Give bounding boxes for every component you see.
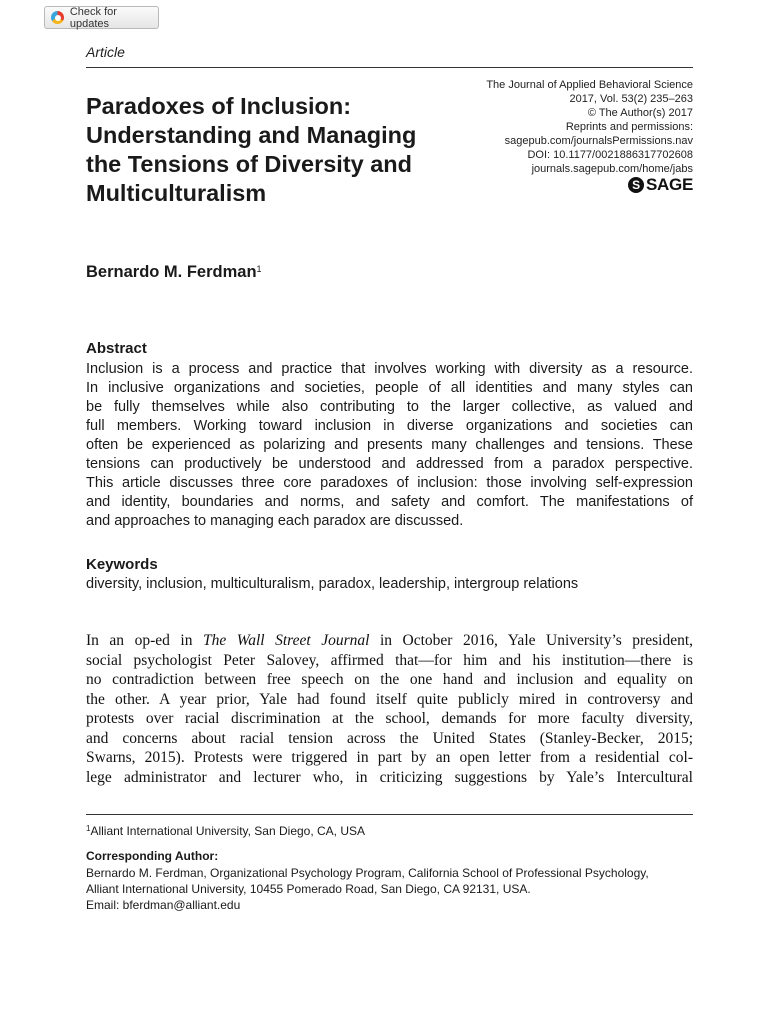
body-text-segment: In an op-ed in — [86, 632, 203, 649]
journal-volume: 2017, Vol. 53(2) 235–263 — [569, 93, 693, 105]
article-title — [86, 92, 486, 208]
abstract-line: and identity, boundaries and norms, and safety and comfort. The manifestations of — [86, 494, 693, 510]
title-line: Paradoxes of Inclusion: — [86, 93, 352, 119]
body-line: the other. A year prior, Yale had found itself quite publicly mired in controversy and — [86, 690, 693, 708]
journal-name: The Journal of Applied Behavioral Science — [486, 79, 693, 91]
abstract-line: This article discusses three core paradoxes of inclusion: those involving self-expression — [86, 475, 693, 491]
footnote-mark: 1 — [86, 824, 91, 833]
corresponding-line: Alliant International University, 10455 Pomerado Road, San Diego, CA 92131, USA. — [86, 882, 531, 896]
body-line: social psychologist Peter Salovey, affirmed that—for him and his institution—there is — [86, 651, 693, 669]
abstract-line: often be experienced as polarizing and presents many challenges and tensions. These — [86, 437, 693, 453]
article-type: Article — [86, 44, 125, 60]
author-name — [86, 263, 262, 282]
body-line: and concerns about racial tension across the United States (Stanley-Becker, 2015; — [86, 729, 693, 747]
body-line — [86, 631, 693, 651]
sage-wordmark: SAGE — [646, 175, 693, 194]
sage-logo — [628, 176, 693, 194]
author-name-text: Bernardo M. Ferdman — [86, 263, 257, 281]
keywords-list: diversity, inclusion, multiculturalism, paradox, leadership, intergroup relations — [86, 576, 579, 592]
title-line: the Tensions of Diversity and — [86, 151, 413, 177]
body-paragraph — [86, 631, 693, 787]
title-line: Multiculturalism — [86, 180, 267, 206]
body-line: lege administrator and lecturer who, in criticizing suggestions by Yale’s Intercultural — [86, 768, 693, 786]
abstract-line: full members. Working toward inclusion in diverse organizations and societies can — [86, 418, 693, 434]
abstract-line: and approaches to managing each paradox are discussed. — [86, 513, 464, 529]
affiliation-footnote — [86, 824, 365, 838]
keywords-heading: Keywords — [86, 556, 158, 573]
journal-copyright: © The Author(s) 2017 — [587, 107, 693, 119]
corresponding-email[interactable]: Email: bferdman@alliant.edu — [86, 898, 241, 912]
title-line: Understanding and Managing — [86, 122, 417, 148]
journal-doi[interactable]: DOI: 10.1177/0021886317702608 — [527, 149, 693, 161]
check-for-updates-button[interactable] — [44, 6, 159, 29]
corresponding-line: Bernardo M. Ferdman, Organizational Psychology Program, California School of Professional Psychology, — [86, 866, 649, 880]
journal-permissions-link[interactable]: sagepub.com/journalsPermissions.nav — [504, 135, 693, 147]
journal-home-link[interactable]: journals.sagepub.com/home/jabs — [531, 163, 693, 175]
corresponding-author-details — [86, 865, 649, 913]
body-line: protests over racial discrimination at the school, demands for more faculty diversity, — [86, 710, 693, 727]
header-divider — [86, 67, 693, 68]
footnote-divider — [86, 814, 693, 815]
journal-reprints: Reprints and permissions: — [565, 121, 693, 133]
abstract-line: In inclusive organizations and societies, people of all identities and many styles can — [86, 380, 693, 396]
author-affiliation-mark: 1 — [256, 264, 262, 274]
abstract-text — [86, 360, 693, 531]
journal-info — [463, 78, 693, 176]
crossmark-icon — [51, 11, 64, 24]
body-line: no contradiction between free speech on the one hand and inclusion and equality on — [86, 671, 693, 688]
body-line: Swarns, 2015). Protests were triggered in part by an open letter from a residential col- — [86, 749, 693, 766]
footnote-text: Alliant International University, San Diego, CA, USA — [90, 824, 366, 838]
check-for-updates-label: Check for updates — [69, 5, 117, 30]
corresponding-author-heading: Corresponding Author: — [86, 849, 219, 863]
body-text-segment: in October 2016, Yale University’s president, — [369, 632, 694, 649]
abstract-line: be fully themselves while also contributing to the larger collective, as valued and — [86, 399, 693, 415]
abstract-line: tensions can productively be understood and addressed from a paradox perspective. — [86, 456, 693, 472]
sage-mark-icon: S — [628, 177, 644, 193]
publication-title: The Wall Street Journal — [202, 632, 370, 649]
abstract-heading: Abstract — [86, 340, 147, 357]
abstract-line: Inclusion is a process and practice that involves working with diversity as a resource. — [86, 361, 693, 377]
